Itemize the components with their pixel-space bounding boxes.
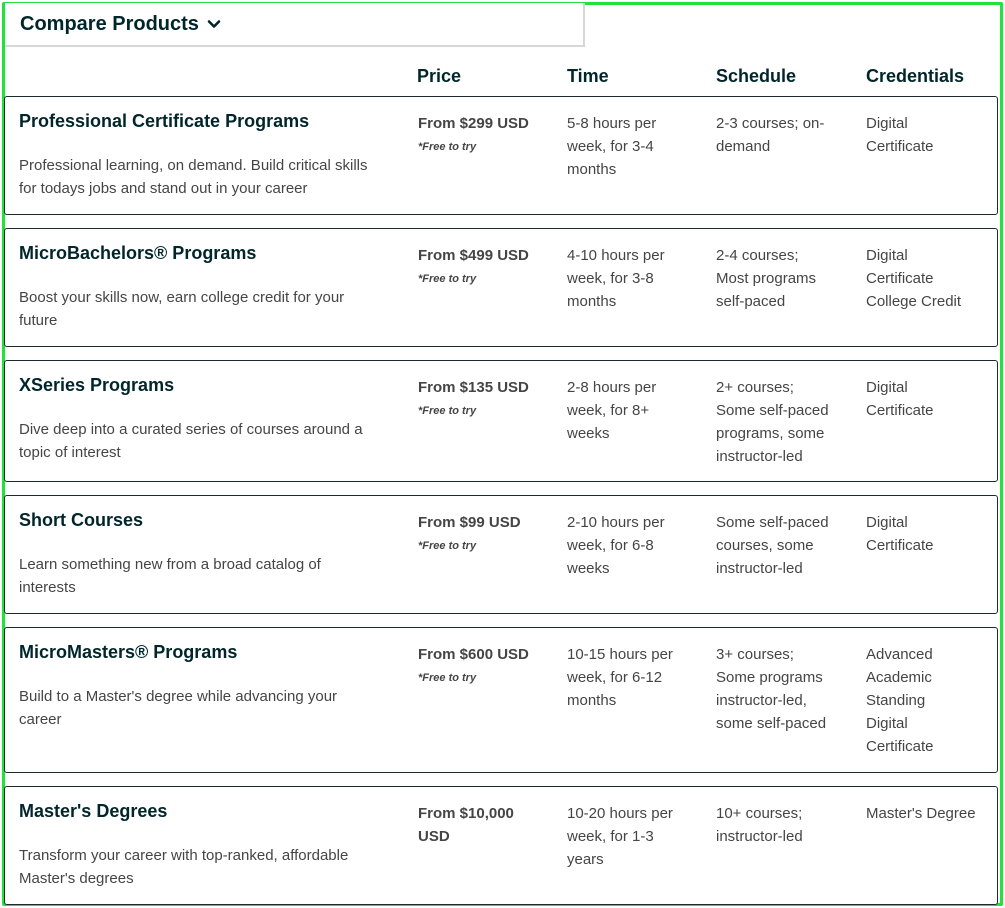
product-row[interactable] — [4, 96, 998, 215]
time-line: 5-8 hours per — [567, 115, 657, 132]
product-schedule — [716, 802, 856, 848]
product-credentials — [866, 802, 996, 825]
time-line: week, for 1-3 — [567, 828, 654, 845]
product-title[interactable]: Master's Degrees — [19, 801, 168, 821]
product-credentials — [866, 376, 996, 422]
time-line: years — [567, 851, 604, 868]
credentials-line: Certificate — [866, 270, 934, 287]
product-description — [19, 685, 399, 731]
product-row[interactable] — [4, 786, 998, 905]
schedule-line: Some self-paced — [716, 514, 829, 531]
price-line: From $499 USD — [418, 247, 529, 264]
product-description — [19, 418, 399, 464]
column-header-time: Time — [567, 66, 609, 86]
schedule-line: instructor-led, — [716, 692, 807, 709]
credentials-line: Certificate — [866, 537, 934, 554]
schedule-line: 2-3 courses; on- — [716, 115, 825, 132]
compare-products-toggle[interactable] — [5, 3, 585, 47]
schedule-line: demand — [716, 138, 771, 155]
schedule-line: courses, some — [716, 537, 814, 554]
schedule-line: 10+ courses; — [716, 805, 803, 822]
product-title[interactable]: Short Courses — [19, 510, 144, 530]
free-to-try-note: *Free to try — [418, 141, 477, 153]
time-line: week, for 6-8 — [567, 537, 654, 554]
product-description — [19, 286, 399, 332]
product-schedule — [716, 112, 856, 158]
product-description — [19, 154, 399, 200]
credentials-line: Academic — [866, 669, 932, 686]
time-line: 10-20 hours per — [567, 805, 673, 822]
product-title[interactable]: XSeries Programs — [19, 375, 175, 395]
description-line: for todays jobs and stand out in your career — [19, 180, 308, 197]
product-description — [19, 553, 399, 599]
free-to-try-note: *Free to try — [418, 540, 477, 552]
product-row[interactable] — [4, 627, 998, 773]
time-line: months — [567, 692, 617, 709]
time-line: week, for 3-4 — [567, 138, 654, 155]
price-line: USD — [418, 828, 450, 845]
product-price — [418, 643, 548, 685]
product-time — [567, 376, 702, 445]
time-line: week, for 8+ — [567, 402, 650, 419]
product-price — [418, 112, 548, 154]
credentials-line: Digital — [866, 514, 908, 531]
product-time — [567, 802, 702, 871]
free-to-try-note: *Free to try — [418, 672, 477, 684]
column-header-schedule: Schedule — [716, 66, 797, 86]
description-line: career — [19, 711, 62, 728]
credentials-line: Digital — [866, 715, 908, 732]
credentials-line: Digital — [866, 379, 908, 396]
description-line: topic of interest — [19, 444, 121, 461]
schedule-line: Most programs — [716, 270, 817, 287]
description-line: interests — [19, 579, 76, 596]
product-schedule — [716, 376, 856, 468]
description-line: Professional learning, on demand. Build critical skills — [19, 157, 368, 174]
product-time — [567, 511, 702, 580]
price-line: From $299 USD — [418, 115, 529, 132]
schedule-line: Some programs — [716, 669, 823, 686]
product-time — [567, 244, 702, 313]
schedule-line: instructor-led — [716, 560, 803, 577]
product-title[interactable]: MicroMasters® Programs — [19, 642, 238, 662]
chevron-down-icon — [207, 17, 221, 31]
credentials-line: Digital — [866, 115, 908, 132]
compare-products-label: Compare Products — [20, 12, 199, 35]
product-row[interactable] — [4, 228, 998, 347]
schedule-line: programs, some — [716, 425, 825, 442]
description-line: Boost your skills now, earn college credit for your — [19, 289, 345, 306]
credentials-line: Certificate — [866, 138, 934, 155]
schedule-line: 2-4 courses; — [716, 247, 799, 264]
credentials-line: College Credit — [866, 293, 962, 310]
product-price — [418, 376, 548, 418]
credentials-line: Master's Degree — [866, 805, 976, 822]
product-schedule — [716, 511, 856, 580]
price-line: From $600 USD — [418, 646, 529, 663]
product-credentials — [866, 112, 996, 158]
product-row[interactable] — [4, 360, 998, 482]
credentials-line: Advanced — [866, 646, 933, 663]
product-credentials — [866, 244, 996, 313]
time-line: weeks — [567, 560, 610, 577]
description-line: Build to a Master's degree while advancing your — [19, 688, 338, 705]
description-line: Dive deep into a curated series of courses around a — [19, 421, 363, 438]
schedule-line: instructor-led — [716, 448, 803, 465]
time-line: week, for 3-8 — [567, 270, 654, 287]
schedule-line: Some self-paced — [716, 402, 829, 419]
product-schedule — [716, 643, 856, 735]
time-line: months — [567, 293, 617, 310]
price-line: From $99 USD — [418, 514, 521, 531]
schedule-line: instructor-led — [716, 828, 803, 845]
schedule-line: 2+ courses; — [716, 379, 794, 396]
time-line: 10-15 hours per — [567, 646, 673, 663]
description-line: Transform your career with top-ranked, affordable — [19, 847, 349, 864]
description-line: Master's degrees — [19, 870, 134, 887]
product-price — [418, 244, 548, 286]
product-credentials — [866, 511, 996, 557]
schedule-line: 3+ courses; — [716, 646, 794, 663]
product-row[interactable] — [4, 495, 998, 614]
time-line: months — [567, 161, 617, 178]
credentials-line: Digital — [866, 247, 908, 264]
price-line: From $10,000 — [418, 805, 514, 822]
product-price — [418, 802, 548, 848]
schedule-line: some self-paced — [716, 715, 827, 732]
time-line: 2-10 hours per — [567, 514, 665, 531]
description-line: future — [19, 312, 58, 329]
product-time — [567, 643, 702, 712]
time-line: weeks — [567, 425, 610, 442]
product-title[interactable]: MicroBachelors® Programs — [19, 243, 257, 263]
price-line: From $135 USD — [418, 379, 529, 396]
product-time — [567, 112, 702, 181]
column-header-price: Price — [417, 66, 462, 86]
time-line: 2-8 hours per — [567, 379, 657, 396]
description-line: Learn something new from a broad catalog of — [19, 556, 321, 573]
credentials-line: Standing — [866, 692, 926, 709]
product-schedule — [716, 244, 856, 313]
free-to-try-note: *Free to try — [418, 405, 477, 417]
time-line: 4-10 hours per — [567, 247, 665, 264]
product-title[interactable]: Professional Certificate Programs — [19, 111, 310, 131]
time-line: week, for 6-12 — [567, 669, 663, 686]
free-to-try-note: *Free to try — [418, 273, 477, 285]
credentials-line: Certificate — [866, 738, 934, 755]
column-header-credentials: Credentials — [866, 66, 965, 86]
credentials-line: Certificate — [866, 402, 934, 419]
schedule-line: self-paced — [716, 293, 786, 310]
product-price — [418, 511, 548, 553]
product-description — [19, 844, 399, 890]
product-credentials — [866, 643, 996, 758]
